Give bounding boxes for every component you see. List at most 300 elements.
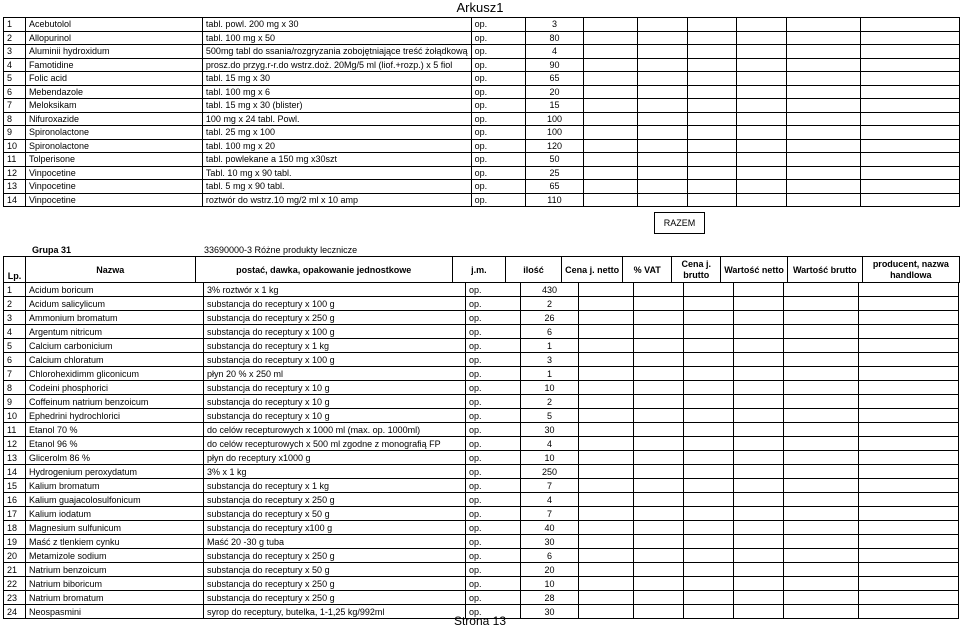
- row-wartosc-brutto: [784, 423, 859, 437]
- row-vat: [634, 521, 684, 535]
- row-wartosc-brutto: [784, 297, 859, 311]
- table-row: [4, 353, 959, 367]
- row-vat: [634, 493, 684, 507]
- table-row: [4, 423, 959, 437]
- row-qty: 28: [521, 591, 579, 605]
- row-form: płyn 20 % x 250 ml: [204, 367, 466, 381]
- row-jm: op.: [466, 395, 521, 409]
- table-row: [4, 58, 960, 72]
- row-jm: op.: [466, 451, 521, 465]
- table-row: [4, 381, 959, 395]
- row-cena-brutto: [684, 339, 734, 353]
- row-cena-brutto: [684, 325, 734, 339]
- row-name: Chlorohexidimm gliconicum: [26, 367, 204, 381]
- row-name: Ammonium bromatum: [26, 311, 204, 325]
- row-name: Spironolactone: [25, 139, 202, 153]
- group-label: Grupa 31: [32, 245, 72, 255]
- row-cena-netto: [579, 283, 634, 297]
- row-form: substancja do receptury x100 g: [204, 521, 466, 535]
- row-lp: 8: [4, 112, 26, 126]
- row-jm: op.: [471, 166, 526, 180]
- row-wartosc-brutto: [784, 353, 859, 367]
- row-vat: [634, 297, 684, 311]
- row-wartosc-netto: [734, 283, 784, 297]
- row-lp: 18: [4, 521, 26, 535]
- row-vat: [638, 153, 688, 167]
- row-cena-netto: [583, 180, 637, 194]
- row-form: substancja do receptury x 100 g: [204, 297, 466, 311]
- row-vat: [638, 72, 688, 86]
- row-cena-netto: [579, 367, 634, 381]
- row-lp: 2: [4, 297, 26, 311]
- row-jm: op.: [471, 139, 526, 153]
- table-row: [4, 325, 959, 339]
- row-vat: [638, 99, 688, 113]
- row-cena-brutto: [687, 31, 737, 45]
- row-form: substancja do receptury x 50 g: [204, 563, 466, 577]
- row-jm: op.: [466, 521, 521, 535]
- row-qty: 20: [526, 85, 584, 99]
- row-lp: 24: [4, 605, 26, 619]
- row-lp: 19: [4, 535, 26, 549]
- row-qty: 2: [521, 297, 579, 311]
- row-lp: 7: [4, 367, 26, 381]
- row-vat: [634, 437, 684, 451]
- row-wartosc-netto: [734, 353, 784, 367]
- row-form: tabl. 100 mg x 6: [202, 85, 471, 99]
- row-form: Maść 20 -30 g tuba: [204, 535, 466, 549]
- row-form: płyn do receptury x1000 g: [204, 451, 466, 465]
- row-vat: [634, 507, 684, 521]
- row-vat: [634, 591, 684, 605]
- row-wartosc-netto: [737, 58, 787, 72]
- row-vat: [634, 395, 684, 409]
- row-wartosc-brutto: [786, 31, 860, 45]
- row-name: Maść z tlenkiem cynku: [26, 535, 204, 549]
- row-wartosc-netto: [734, 549, 784, 563]
- row-qty: 6: [521, 325, 579, 339]
- row-vat: [638, 139, 688, 153]
- row-name: Allopurinol: [25, 31, 202, 45]
- table-row: [4, 72, 960, 86]
- row-jm: op.: [466, 353, 521, 367]
- row-jm: op.: [471, 58, 526, 72]
- row-wartosc-brutto: [784, 409, 859, 423]
- row-jm: op.: [471, 153, 526, 167]
- row-jm: op.: [471, 18, 526, 32]
- table-row: [4, 395, 959, 409]
- row-jm: op.: [466, 605, 521, 619]
- row-cena-brutto: [684, 437, 734, 451]
- row-cena-brutto: [687, 85, 737, 99]
- row-cena-netto: [579, 325, 634, 339]
- row-producent: [859, 507, 959, 521]
- row-cena-brutto: [684, 521, 734, 535]
- row-qty: 50: [526, 153, 584, 167]
- row-form: tabl. 100 mg x 50: [202, 31, 471, 45]
- row-form: substancja do receptury x 10 g: [204, 409, 466, 423]
- row-form: 500mg tabl do ssania/rozgryzania zobojętniające treść żołądkową: [202, 45, 471, 59]
- header-wartosc-brutto: Wartość brutto: [787, 257, 862, 283]
- row-wartosc-brutto: [784, 395, 859, 409]
- row-wartosc-netto: [734, 311, 784, 325]
- row-producent: [859, 381, 959, 395]
- row-cena-brutto: [684, 297, 734, 311]
- row-cena-netto: [583, 45, 637, 59]
- table-row: [4, 535, 959, 549]
- row-lp: 15: [4, 479, 26, 493]
- row-name: Codeini phosphorici: [26, 381, 204, 395]
- row-jm: op.: [466, 311, 521, 325]
- row-jm: op.: [466, 409, 521, 423]
- row-name: Tolperisone: [25, 153, 202, 167]
- row-qty: 80: [526, 31, 584, 45]
- header-producent: producent, nazwa handlowa: [862, 257, 959, 283]
- row-vat: [638, 180, 688, 194]
- row-qty: 65: [526, 72, 584, 86]
- table-row: [4, 493, 959, 507]
- row-producent: [859, 549, 959, 563]
- row-vat: [634, 465, 684, 479]
- row-cena-netto: [583, 58, 637, 72]
- row-wartosc-netto: [737, 112, 787, 126]
- row-cena-brutto: [687, 193, 737, 207]
- row-form: tabl. 15 mg x 30: [202, 72, 471, 86]
- row-wartosc-netto: [734, 465, 784, 479]
- row-jm: op.: [466, 437, 521, 451]
- row-name: Glicerolm 86 %: [26, 451, 204, 465]
- row-wartosc-brutto: [786, 45, 860, 59]
- row-wartosc-brutto: [786, 72, 860, 86]
- row-producent: [861, 153, 960, 167]
- table-row: [4, 563, 959, 577]
- row-jm: op.: [466, 493, 521, 507]
- row-wartosc-brutto: [784, 535, 859, 549]
- row-name: Calcium chloratum: [26, 353, 204, 367]
- row-wartosc-netto: [737, 139, 787, 153]
- row-name: Calcium carbonicium: [26, 339, 204, 353]
- row-producent: [861, 193, 960, 207]
- row-form: substancja do receptury x 250 g: [204, 493, 466, 507]
- row-cena-brutto: [687, 126, 737, 140]
- row-cena-brutto: [684, 535, 734, 549]
- row-qty: 1: [521, 367, 579, 381]
- row-name: Kalium iodatum: [26, 507, 204, 521]
- row-lp: 1: [4, 18, 26, 32]
- row-producent: [861, 180, 960, 194]
- row-wartosc-brutto: [784, 451, 859, 465]
- row-wartosc-netto: [734, 507, 784, 521]
- row-vat: [634, 451, 684, 465]
- row-cena-brutto: [687, 58, 737, 72]
- row-jm: op.: [466, 325, 521, 339]
- row-wartosc-netto: [737, 193, 787, 207]
- row-lp: 14: [4, 193, 26, 207]
- table-row: [4, 367, 959, 381]
- row-wartosc-brutto: [784, 479, 859, 493]
- table-row: [4, 339, 959, 353]
- row-producent: [859, 493, 959, 507]
- row-producent: [859, 395, 959, 409]
- row-lp: 16: [4, 493, 26, 507]
- row-name: Etanol 96 %: [26, 437, 204, 451]
- row-jm: op.: [471, 45, 526, 59]
- row-name: Acebutolol: [25, 18, 202, 32]
- row-qty: 30: [521, 535, 579, 549]
- row-producent: [859, 451, 959, 465]
- row-cena-netto: [579, 311, 634, 325]
- row-cena-brutto: [684, 465, 734, 479]
- row-producent: [859, 311, 959, 325]
- table-row: [4, 180, 960, 194]
- row-lp: 10: [4, 139, 26, 153]
- row-cena-netto: [579, 493, 634, 507]
- table-row: [4, 521, 959, 535]
- row-jm: op.: [466, 465, 521, 479]
- row-lp: 4: [4, 58, 26, 72]
- row-name: Natrium bromatum: [26, 591, 204, 605]
- row-jm: op.: [466, 297, 521, 311]
- row-lp: 12: [4, 437, 26, 451]
- table-row: [4, 577, 959, 591]
- row-form: tabl. 100 mg x 20: [202, 139, 471, 153]
- row-cena-netto: [579, 297, 634, 311]
- row-producent: [859, 423, 959, 437]
- row-vat: [634, 535, 684, 549]
- row-qty: 110: [526, 193, 584, 207]
- row-wartosc-brutto: [786, 180, 860, 194]
- row-cena-netto: [583, 166, 637, 180]
- row-cena-brutto: [687, 166, 737, 180]
- row-vat: [634, 311, 684, 325]
- row-wartosc-netto: [734, 297, 784, 311]
- row-wartosc-netto: [734, 535, 784, 549]
- row-vat: [638, 126, 688, 140]
- row-jm: op.: [471, 99, 526, 113]
- row-form: 100 mg x 24 tabl. Powl.: [202, 112, 471, 126]
- row-form: substancja do receptury x 100 g: [204, 353, 466, 367]
- row-jm: op.: [471, 31, 526, 45]
- razem-cell: RAZEM: [654, 212, 705, 234]
- row-cena-netto: [583, 153, 637, 167]
- row-qty: 30: [521, 423, 579, 437]
- row-wartosc-brutto: [784, 507, 859, 521]
- row-vat: [634, 381, 684, 395]
- row-qty: 100: [526, 126, 584, 140]
- row-lp: 11: [4, 153, 26, 167]
- row-wartosc-netto: [734, 325, 784, 339]
- row-qty: 10: [521, 381, 579, 395]
- row-cena-netto: [583, 112, 637, 126]
- row-name: Natrium benzoicum: [26, 563, 204, 577]
- row-wartosc-netto: [737, 99, 787, 113]
- row-lp: 23: [4, 591, 26, 605]
- row-cena-netto: [579, 507, 634, 521]
- row-cena-brutto: [684, 381, 734, 395]
- row-form: roztwór do wstrz.10 mg/2 ml x 10 amp: [202, 193, 471, 207]
- row-vat: [638, 18, 688, 32]
- row-cena-brutto: [684, 283, 734, 297]
- table-row: [4, 297, 959, 311]
- row-producent: [859, 577, 959, 591]
- row-vat: [638, 45, 688, 59]
- row-jm: op.: [466, 507, 521, 521]
- header-cena-netto: Cena j. netto: [562, 257, 623, 283]
- row-producent: [859, 325, 959, 339]
- row-cena-brutto: [687, 139, 737, 153]
- row-form: prosz.do przyg.r-r.do wstrz.doż. 20Mg/5 ml (liof.+rozp.) x 5 fiol: [202, 58, 471, 72]
- row-lp: 2: [4, 31, 26, 45]
- table-row: [4, 45, 960, 59]
- row-lp: 11: [4, 423, 26, 437]
- table-row: [4, 437, 959, 451]
- row-wartosc-brutto: [784, 437, 859, 451]
- row-form: Tabl. 10 mg x 90 tabl.: [202, 166, 471, 180]
- table-row: [4, 126, 960, 140]
- row-wartosc-brutto: [784, 521, 859, 535]
- row-cena-netto: [579, 339, 634, 353]
- row-vat: [634, 409, 684, 423]
- row-wartosc-netto: [737, 85, 787, 99]
- row-cena-brutto: [684, 395, 734, 409]
- row-wartosc-netto: [734, 521, 784, 535]
- row-lp: 3: [4, 311, 26, 325]
- row-qty: 3: [526, 18, 584, 32]
- row-cena-brutto: [684, 423, 734, 437]
- row-cena-netto: [583, 18, 637, 32]
- header-postac: postać, dawka, opakowanie jednostkowe: [195, 257, 452, 283]
- row-producent: [861, 45, 960, 59]
- row-wartosc-netto: [734, 423, 784, 437]
- row-wartosc-brutto: [784, 465, 859, 479]
- row-qty: 6: [521, 549, 579, 563]
- row-cena-netto: [579, 577, 634, 591]
- row-jm: op.: [466, 563, 521, 577]
- row-vat: [634, 423, 684, 437]
- row-form: substancja do receptury x 250 g: [204, 577, 466, 591]
- row-producent: [861, 58, 960, 72]
- table-row: [4, 18, 960, 32]
- row-qty: 250: [521, 465, 579, 479]
- row-jm: op.: [466, 549, 521, 563]
- row-wartosc-netto: [734, 577, 784, 591]
- top-product-table: [3, 17, 960, 207]
- row-producent: [859, 367, 959, 381]
- row-cena-netto: [579, 563, 634, 577]
- row-name: Neospasmini: [26, 605, 204, 619]
- row-form: tabl. powl. 200 mg x 30: [202, 18, 471, 32]
- row-qty: 100: [526, 112, 584, 126]
- column-header-row: [3, 256, 960, 283]
- row-name: Meloksikam: [25, 99, 202, 113]
- row-name: Aluminii hydroxidum: [25, 45, 202, 59]
- row-cena-netto: [579, 423, 634, 437]
- row-qty: 1: [521, 339, 579, 353]
- row-name: Coffeinum natrium benzoicum: [26, 395, 204, 409]
- row-vat: [634, 283, 684, 297]
- row-wartosc-brutto: [784, 381, 859, 395]
- header-cena-brutto: Cena j. brutto: [672, 257, 721, 283]
- row-lp: 9: [4, 395, 26, 409]
- row-name: Metamizole sodium: [26, 549, 204, 563]
- row-name: Kalium bromatum: [26, 479, 204, 493]
- row-name: Acidum boricum: [26, 283, 204, 297]
- row-cena-netto: [579, 479, 634, 493]
- row-wartosc-netto: [734, 479, 784, 493]
- row-wartosc-brutto: [784, 577, 859, 591]
- row-cena-brutto: [687, 99, 737, 113]
- row-wartosc-brutto: [784, 339, 859, 353]
- table-row: [4, 451, 959, 465]
- row-cena-brutto: [684, 591, 734, 605]
- row-wartosc-brutto: [786, 85, 860, 99]
- row-wartosc-brutto: [786, 139, 860, 153]
- row-cena-netto: [579, 353, 634, 367]
- row-form: 3% roztwór x 1 kg: [204, 283, 466, 297]
- row-cena-netto: [583, 126, 637, 140]
- row-vat: [634, 353, 684, 367]
- row-producent: [859, 437, 959, 451]
- row-name: Famotidine: [25, 58, 202, 72]
- row-producent: [859, 479, 959, 493]
- row-wartosc-netto: [737, 153, 787, 167]
- row-cena-netto: [579, 409, 634, 423]
- row-jm: op.: [466, 381, 521, 395]
- table-row: [4, 311, 959, 325]
- row-wartosc-netto: [737, 166, 787, 180]
- row-qty: 7: [521, 507, 579, 521]
- row-wartosc-brutto: [784, 325, 859, 339]
- row-form: do celów recepturowych x 1000 ml (max. op. 1000ml): [204, 423, 466, 437]
- row-lp: 13: [4, 451, 26, 465]
- row-wartosc-netto: [734, 563, 784, 577]
- row-qty: 120: [526, 139, 584, 153]
- row-wartosc-netto: [737, 126, 787, 140]
- row-lp: 10: [4, 409, 26, 423]
- row-form: substancja do receptury x 10 g: [204, 381, 466, 395]
- row-qty: 7: [521, 479, 579, 493]
- sheet-title: Arkusz1: [456, 0, 504, 15]
- row-qty: 5: [521, 409, 579, 423]
- row-form: substancja do receptury x 100 g: [204, 325, 466, 339]
- row-cena-brutto: [684, 311, 734, 325]
- row-wartosc-brutto: [784, 311, 859, 325]
- row-cena-netto: [579, 521, 634, 535]
- row-producent: [859, 409, 959, 423]
- group-description: 33690000-3 Różne produkty lecznicze: [204, 245, 358, 255]
- row-cena-netto: [579, 549, 634, 563]
- row-form: tabl. 25 mg x 100: [202, 126, 471, 140]
- group-product-table: [3, 282, 959, 619]
- row-cena-brutto: [684, 493, 734, 507]
- row-qty: 40: [521, 521, 579, 535]
- row-cena-brutto: [687, 18, 737, 32]
- table-row: [4, 139, 960, 153]
- row-qty: 10: [521, 451, 579, 465]
- header-nazwa: Nazwa: [25, 257, 195, 283]
- row-wartosc-brutto: [784, 591, 859, 605]
- row-cena-brutto: [684, 353, 734, 367]
- row-vat: [638, 31, 688, 45]
- row-wartosc-brutto: [786, 153, 860, 167]
- row-form: do celów recepturowych x 500 ml zgodne z monografią FP: [204, 437, 466, 451]
- row-lp: 14: [4, 465, 26, 479]
- row-vat: [634, 479, 684, 493]
- row-lp: 1: [4, 283, 26, 297]
- row-cena-netto: [579, 535, 634, 549]
- row-wartosc-brutto: [784, 549, 859, 563]
- row-lp: 12: [4, 166, 26, 180]
